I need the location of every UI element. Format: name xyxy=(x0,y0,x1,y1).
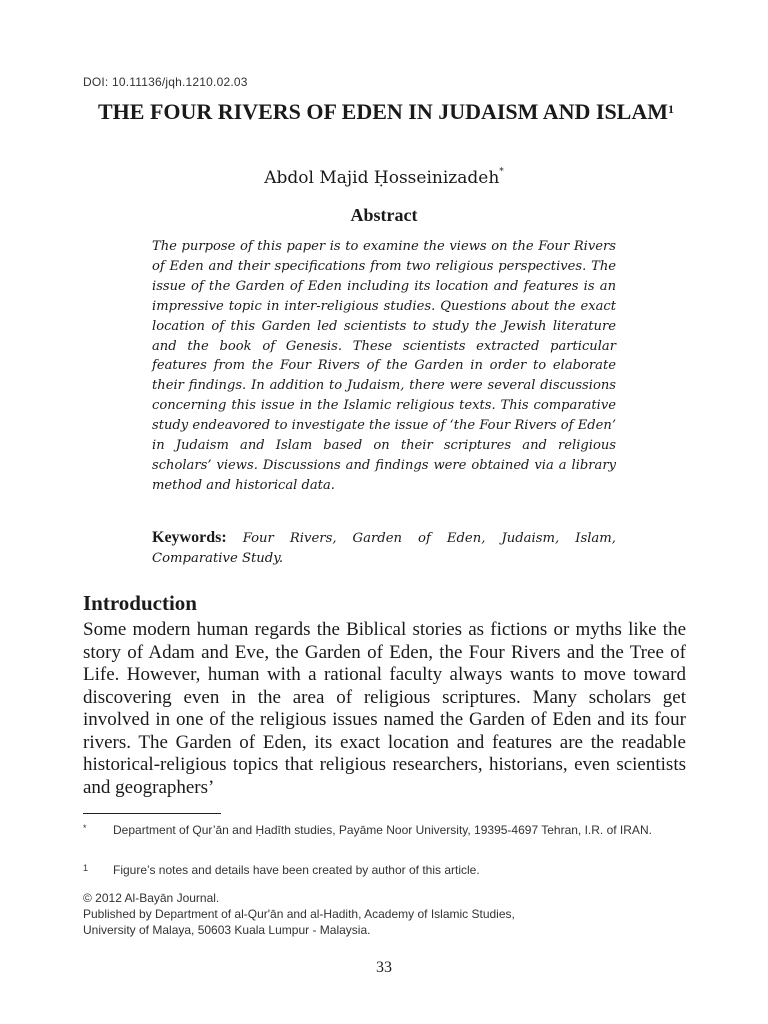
footnote-text: Department of Qur’ān and Ḥadīth studies, Payāme Noor University, 19395-4697 Tehran, I.R. of IRAN. xyxy=(113,823,652,837)
abstract-body: The purpose of this paper is to examine the views on the Four Rivers of Eden and their specifications from two religious perspectives. The issue of the Garden of Eden including its location and features is an impressive topic in inter-religious studies. Questions about the exact location of this Garden led scientists to study the Jewish literature and the book of Genesis. These scientists extracted particular features from the Four Rivers of the Garden in order to elaborate their findings. In addition to Judaism, there were several discussions concerning this issue in the Islamic religious texts. This comparative study endeavored to investigate the issue of ‘the Four Rivers of Eden’ in Judaism and Islam based on their scriptures and religious scholars’ views. Discussions and findings were obtained via a library method and historical data. xyxy=(152,239,616,493)
introduction-body: Some modern human regards the Biblical stories as fictions or myths like the story of Adam and Eve, the Garden of Eden, the Four Rivers and the Tree of Life. However, human with a rational faculty always wants to move toward discovering even in the area of religious scriptures. Many scholars get involved in one of the religious issues named the Garden of Eden and its four rivers. The Garden of Eden, its exact location and features are the readable historical-religious topics that religious researchers, historians, even scientists and geographers’ xyxy=(83,619,686,798)
keywords-label: Keywords: xyxy=(152,529,227,546)
footnote-divider xyxy=(83,813,221,814)
publisher-line-1: Published by Department of al-Qur'ān and al-Hadith, Academy of Islamic Studies, xyxy=(83,907,515,921)
keywords-list: Four Rivers, Garden of Eden, Judaism, Islam, Comparative Study. xyxy=(152,531,616,566)
footnote-text: Figure’s notes and details have been created by author of this article. xyxy=(113,863,480,877)
title-footnote-marker[interactable]: 1 xyxy=(668,102,675,116)
footnote-figure-notes xyxy=(83,862,688,878)
abstract-heading: Abstract xyxy=(350,205,418,225)
author-name: Abdol Majid Ḥosseinizadeh xyxy=(264,168,500,188)
author-line xyxy=(0,168,768,188)
introduction-heading: Introduction xyxy=(83,591,197,615)
footnote-marker: * xyxy=(83,823,87,833)
title-text: THE FOUR RIVERS OF EDEN IN JUDAISM AND ISLAM xyxy=(97,99,669,124)
article-title xyxy=(90,99,682,124)
publisher-line-2: University of Malaya, 50603 Kuala Lumpur - Malaysia. xyxy=(83,923,371,937)
keywords-paragraph xyxy=(152,528,616,569)
doi-line[interactable]: DOI: 10.11136/jqh.1210.02.03 xyxy=(83,75,248,89)
author-footnote-marker[interactable]: * xyxy=(499,167,504,177)
publisher-info xyxy=(83,890,693,938)
footnote-author-affiliation xyxy=(83,822,688,838)
footnote-marker: 1 xyxy=(83,863,89,873)
copyright-line: © 2012 Al-Bayān Journal. xyxy=(83,891,220,905)
page-number: 33 xyxy=(376,959,392,976)
